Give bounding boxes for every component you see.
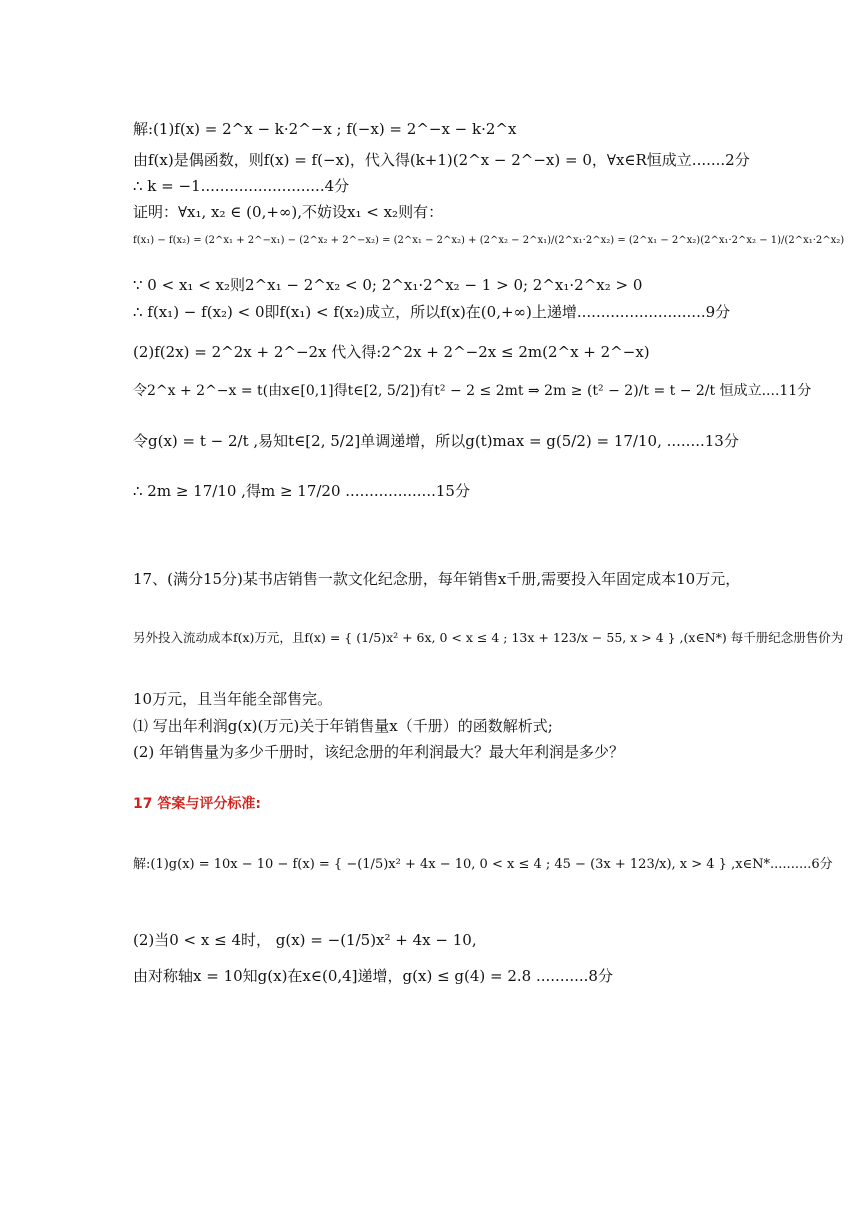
prob17-question-1: ⑴ 写出年利润g(x)(万元)关于年销售量x（千册）的函数解析式; (133, 717, 553, 735)
sol16-line-6: ∵ 0 < x₁ < x₂则2^x₁ − 2^x₂ < 0; 2^x₁·2^x₂ − 1 > 0; 2^x₁·2^x₂ > 0 (133, 276, 643, 294)
answer-heading: 17 答案与评分标准: (133, 796, 261, 812)
sol16-line-9: 令2^x + 2^−x = t(由x∈[0,1]得t∈[2, 5/2])有t² − 2 ≤ 2mt ⇒ 2m ≥ (t² − 2)/t = t − 2/t 恒成立....11分 (133, 383, 812, 399)
prob17-question-2: (2) 年销售量为多少千册时，该纪念册的年利润最大？最大年利润是多少？ (133, 743, 625, 761)
ans17-line-2: (2)当0 < x ≤ 4时， g(x) = −(1/5)x² + 4x − 10, (133, 931, 477, 949)
sol16-line-7: ∴ f(x₁) − f(x₂) < 0即f(x₁) < f(x₂)成立，所以f(x)在(0,+∞)上递增...........................9分 (133, 303, 731, 321)
sol16-line-3: ∴ k = −1..........................4分 (133, 177, 350, 195)
sol16-line-11: ∴ 2m ≥ 17/10 ,得m ≥ 17/20 ...................15分 (133, 482, 470, 500)
prob17-line-1: 17、(满分15分)某书店销售一款文化纪念册，每年销售x千册,需要投入年固定成本10万元， (133, 570, 741, 588)
sol16-line-2: 由f(x)是偶函数，则f(x) = f(−x)，代入得(k+1)(2^x − 2^−x) = 0，∀x∈R恒成立.......2分 (133, 151, 750, 169)
sol16-line-5: f(x₁) − f(x₂) = (2^x₁ + 2^−x₁) − (2^x₂ + 2^−x₂) = (2^x₁ − 2^x₂) + (2^x₂ − 2^x₁)/(2^x₁·2^x₂) = (2^x₁ − 2^x₂)(2^x₁·2^x₂ − 1)/(2^x₁·2^x₂) (133, 235, 845, 246)
sol16-line-4: 证明：∀x₁, x₂ ∈ (0,+∞),不妨设x₁ < x₂则有： (133, 203, 444, 221)
sol16-line-10: 令g(x) = t − 2/t ,易知t∈[2, 5/2]单调递增，所以g(t)max = g(5/2) = 17/10, ........13分 (133, 432, 739, 450)
ans17-line-3: 由对称轴x = 10知g(x)在x∈(0,4]递增，g(x) ≤ g(4) = 2.8 ...........8分 (133, 967, 613, 985)
ans17-line-1: 解:(1)g(x) = 10x − 10 − f(x) = { −(1/5)x² + 4x − 10, 0 < x ≤ 4 ; 45 − (3x + 123/x), x > 4 } ,x∈N*..........6分 (133, 857, 833, 872)
sol16-line-1: 解:(1)f(x) = 2^x − k·2^−x ; f(−x) = 2^−x − k·2^x (133, 120, 517, 138)
sol16-line-8: (2)f(2x) = 2^2x + 2^−2x 代入得:2^2x + 2^−2x ≤ 2m(2^x + 2^−x) (133, 343, 650, 361)
prob17-line-3: 10万元，且当年能全部售完。 (133, 690, 333, 708)
prob17-line-2: 另外投入流动成本f(x)万元，且f(x) = { (1/5)x² + 6x, 0 < x ≤ 4 ; 13x + 123/x − 55, x > 4 } ,(x∈N*) 每千册纪念册售价为 (133, 630, 844, 645)
